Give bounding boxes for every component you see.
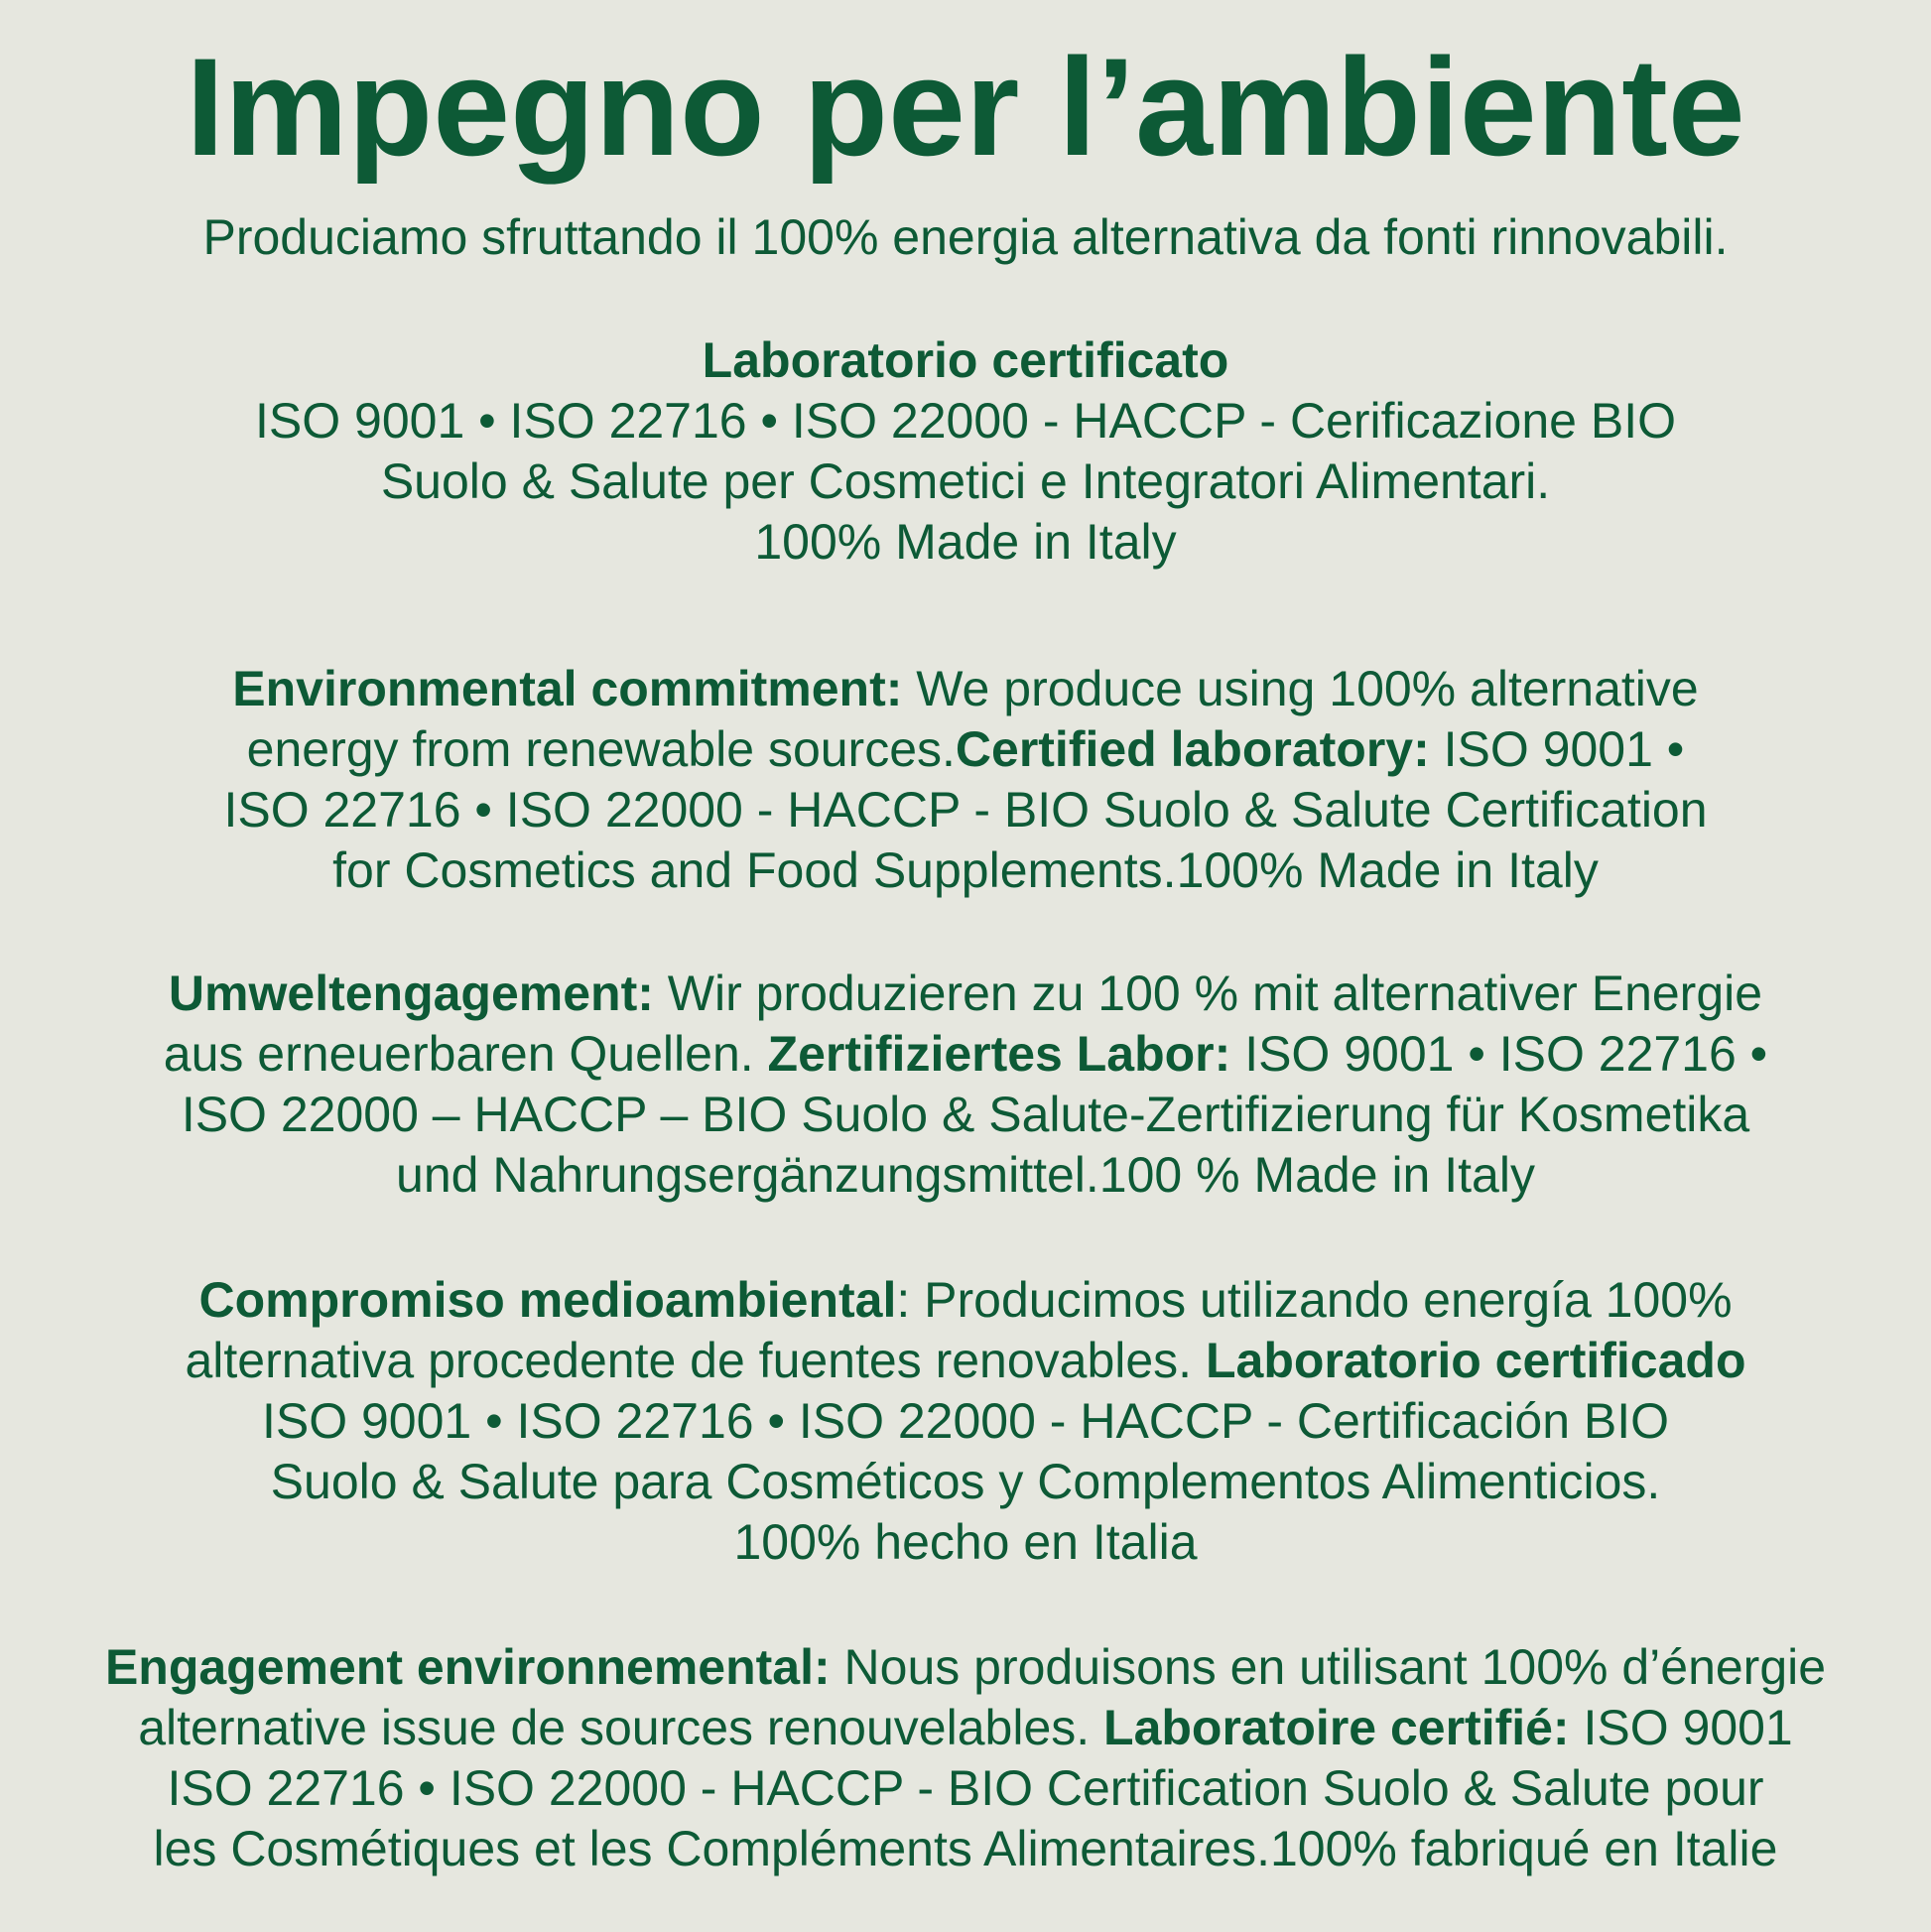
french-line-1 [0, 1637, 1931, 1697]
french-text-2-rest: ISO 9001 [1569, 1700, 1793, 1755]
spanish-line-5: 100% hecho en Italia [733, 1514, 1198, 1570]
page-title: Impegno per l’ambiente [186, 29, 1745, 185]
spanish-text-2: alternativa procedente de fuentes renovables. [185, 1333, 1206, 1388]
spanish-label-2: Laboratorio certificado [1205, 1333, 1746, 1388]
english-text-1: We produce using 100% alternative [902, 661, 1699, 716]
french-text-2: alternative issue de sources renouvelables. [138, 1700, 1104, 1755]
italian-line-1: ISO 9001 • ISO 22716 • ISO 22000 - HACCP - Cerificazione BIO [255, 393, 1676, 449]
spanish-line-1 [0, 1270, 1931, 1330]
italian-line-3: 100% Made in Italy [754, 514, 1177, 570]
german-line-1 [0, 964, 1931, 1023]
english-line-4: for Cosmetics and Food Supplements.100% Made in Italy [332, 842, 1599, 898]
italian-heading: Laboratorio certificato [702, 332, 1229, 388]
german-text-2: aus erneuerbaren Quellen. [163, 1026, 768, 1082]
spanish-line-4: Suolo & Salute para Cosméticos y Complementos Alimenticios. [270, 1454, 1661, 1509]
english-text-2-rest: ISO 9001 • [1429, 721, 1685, 777]
spanish-text-1: : Producimos utilizando energía 100% [896, 1272, 1733, 1328]
intro-text: Produciamo sfruttando il 100% energia alternativa da fonti rinnovabili. [202, 209, 1729, 265]
german-label-1: Umweltengagement: [168, 966, 654, 1021]
spanish-line-2 [0, 1331, 1931, 1390]
spanish-line-3: ISO 9001 • ISO 22716 • ISO 22000 - HACCP - Certificación BIO [261, 1393, 1670, 1449]
german-line-4: und Nahrungsergänzungsmittel.100 % Made in Italy [396, 1147, 1535, 1203]
english-line-2 [0, 719, 1931, 779]
german-line-2 [0, 1024, 1931, 1084]
english-line-3: ISO 22716 • ISO 22000 - HACCP - BIO Suolo & Salute Certification [223, 782, 1708, 837]
french-line-2 [0, 1698, 1931, 1757]
german-line-3: ISO 22000 – HACCP – BIO Suolo & Salute-Zertifizierung für Kosmetika [181, 1087, 1750, 1142]
french-text-1: Nous produisons en utilisant 100% d’énergie [830, 1639, 1827, 1695]
english-label-1: Environmental commitment: [232, 661, 903, 716]
french-line-4: les Cosmétiques et les Compléments Alimentaires.100% fabriqué en Italie [153, 1821, 1778, 1876]
english-text-2: energy from renewable sources. [246, 721, 956, 777]
french-line-3: ISO 22716 • ISO 22000 - HACCP - BIO Certification Suolo & Salute pour [167, 1760, 1764, 1816]
german-text-1: Wir produzieren zu 100 % mit alternativer Energie [653, 966, 1763, 1021]
spanish-label-1: Compromiso medioambiental [198, 1272, 897, 1328]
italian-line-2: Suolo & Salute per Cosmetici e Integratori Alimentari. [380, 453, 1551, 509]
german-text-2-rest: ISO 9001 • ISO 22716 • [1230, 1026, 1768, 1082]
french-label-1: Engagement environnemental: [104, 1639, 831, 1695]
french-label-2: Laboratoire certifié: [1103, 1700, 1570, 1755]
english-label-2: Certified laboratory: [955, 721, 1430, 777]
english-line-1 [0, 659, 1931, 718]
german-label-2: Zertifiziertes Labor: [767, 1026, 1231, 1082]
